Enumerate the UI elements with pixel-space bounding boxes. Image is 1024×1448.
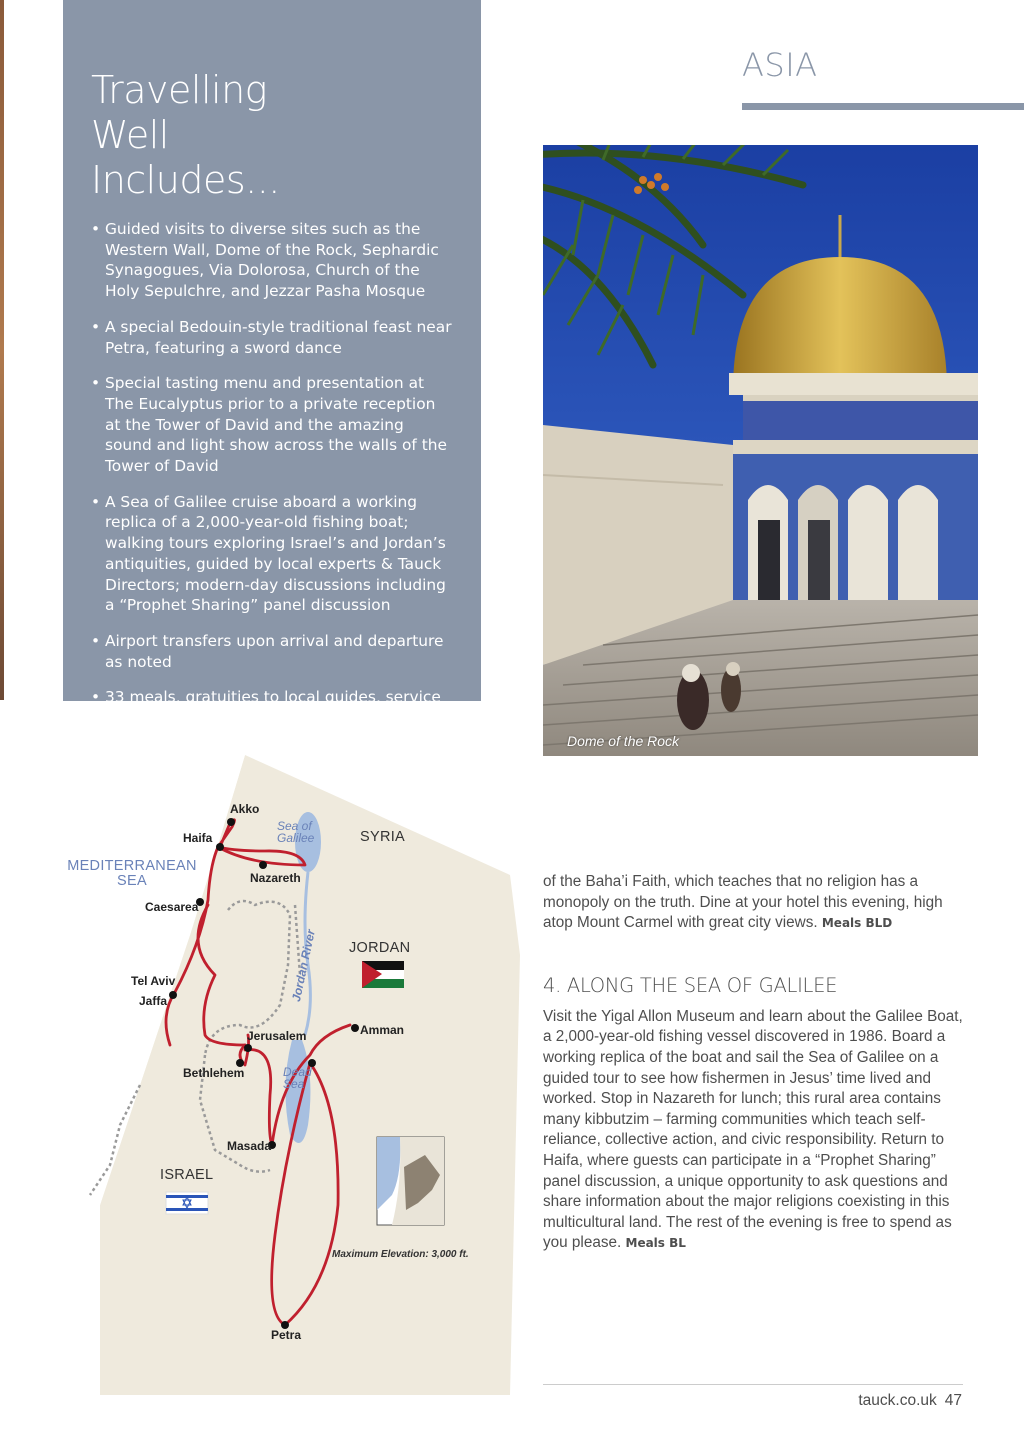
- photo-illustration: [543, 145, 978, 756]
- locator-inset: [377, 1137, 444, 1225]
- section-label: ASIA: [742, 46, 818, 84]
- jordan-flag-icon: [362, 961, 404, 988]
- includes-item-text: Special tasting menu and presentation at The Eucalyptus prior to a private reception at the Tower of David and the amazing sound and light show across the walls of the Tower of David: [105, 374, 447, 476]
- map-dead-line2: Sea: [283, 1077, 305, 1091]
- map-city-akko: Akko: [230, 802, 260, 816]
- includes-title: [91, 68, 351, 203]
- dome-of-the-rock-photo: [543, 145, 978, 756]
- includes-item-text: 33 meals, gratuities to local guides, service charges, admission fees, taxes and porterage: [105, 688, 441, 748]
- intro-paragraph: [543, 872, 968, 934]
- page-number: 47: [944, 1392, 962, 1409]
- map-city-haifa: Haifa: [183, 831, 213, 845]
- map-country-jordan: JORDAN: [349, 940, 411, 956]
- bullet-icon: •: [91, 220, 101, 238]
- includes-item: [91, 373, 453, 477]
- day4-meals: Meals BL: [625, 1236, 686, 1251]
- bullet-icon: •: [91, 374, 101, 393]
- includes-title-line1: Travelling Well: [91, 68, 267, 157]
- map-city-petra: Petra: [271, 1328, 302, 1342]
- map-galilee-label: [277, 820, 314, 844]
- photo-caption: Dome of the Rock: [567, 733, 680, 749]
- map-country-israel: ISRAEL: [160, 1167, 214, 1183]
- includes-panel: [63, 0, 481, 748]
- section-rule: [742, 103, 1024, 110]
- map-city-bethlehem: Bethlehem: [183, 1066, 245, 1080]
- map-city-jaffa: Jaffa: [139, 994, 168, 1008]
- includes-item-text: Airport transfers upon arrival and departure as noted: [105, 631, 444, 671]
- map-country-syria: SYRIA: [360, 829, 406, 845]
- intro-meals: Meals BLD: [821, 916, 893, 931]
- includes-item: [91, 631, 453, 672]
- bullet-icon: •: [91, 492, 101, 511]
- map-sea-line1: MEDITERRANEAN: [67, 858, 197, 874]
- footer-rule: [543, 1384, 963, 1385]
- day4-paragraph: [543, 1007, 968, 1254]
- map-galilee-line2: Galilee: [277, 831, 315, 845]
- includes-item: [91, 687, 453, 749]
- map-city-amman: Amman: [360, 1023, 405, 1037]
- includes-item-text: A special Bedouin-style traditional feast near Petra, featuring a sword dance: [105, 317, 452, 357]
- includes-item-text: Guided visits to diverse sites such as the Western Wall, Dome of the Rock, Sephardic Synagogues, Via Dolorosa, Church of the Holy Sepulchre, and Jezzar Pasha Mosque: [105, 220, 439, 301]
- map-city-jerusalem: Jerusalem: [247, 1029, 307, 1043]
- bullet-icon: •: [91, 688, 101, 707]
- includes-item-text: A Sea of Galilee cruise aboard a working replica of a 2,000-year-old fishing boat; walking tours exploring Israel’s and Jordan’s antiquities, guided by local experts & Tauck Directors; modern-day discussions including a “Prophet Sharing” panel discussion: [105, 492, 446, 615]
- map-dead-line1: Dead: [283, 1065, 312, 1079]
- map-river-label: Jordan River: [289, 928, 318, 1003]
- map-city-masada: Masada: [227, 1139, 272, 1153]
- footer-website[interactable]: tauck.co.uk: [858, 1392, 937, 1409]
- includes-list: [91, 219, 453, 749]
- map-elevation-note: Maximum Elevation: 3,000 ft.: [332, 1249, 469, 1260]
- map-galilee-line1: Sea of: [277, 819, 312, 833]
- israel-flag-icon: [166, 1192, 208, 1214]
- map-dead-sea-label: [283, 1066, 312, 1090]
- includes-item: [91, 219, 453, 302]
- page-footer: [850, 1392, 962, 1410]
- bullet-icon: •: [91, 631, 101, 650]
- map-city-caesarea: Caesarea: [145, 900, 199, 914]
- page-edge-strip: [0, 0, 4, 700]
- includes-title-line2: Includes...: [91, 158, 280, 202]
- map-sea-label: [64, 859, 200, 889]
- map-city-tel-aviv: Tel Aviv: [131, 974, 176, 988]
- includes-item: [91, 492, 453, 616]
- map-city-nazareth: Nazareth: [250, 871, 301, 885]
- itinerary-text: [543, 872, 968, 1254]
- itinerary-map: [40, 755, 540, 1395]
- intro-text: of the Baha’i Faith, which teaches that no religion has a monopoly on the truth. Dine at your hotel this evening, high atop Mount Carmel with great city views.: [543, 873, 943, 932]
- map-sea-line2: SEA: [117, 873, 147, 889]
- includes-item: [91, 317, 453, 358]
- day4-heading: 4. ALONG THE SEA OF GALILEE: [543, 973, 838, 997]
- day4-text: Visit the Yigal Allon Museum and learn about the Galilee Boat, a 2,000-year-old fishing vessel discovered in 1986. Board a working replica of the boat and sail the Sea of Galilee on a guided tour to see how fishermen in Jesus’ time lived and worked. Stop in Nazareth for lunch; this rural area contains many kibbutzim – farming communities which teach self-reliance, collective action, and civic responsibility. Return to Haifa, where guests can participate in a “Prophet Sharing” panel discussion, a unique opportunity to ask questions and share information about the major religions coexisting in this multicultural land. The rest of the evening is free to spend as you please.: [543, 1007, 963, 1252]
- bullet-icon: •: [91, 317, 101, 336]
